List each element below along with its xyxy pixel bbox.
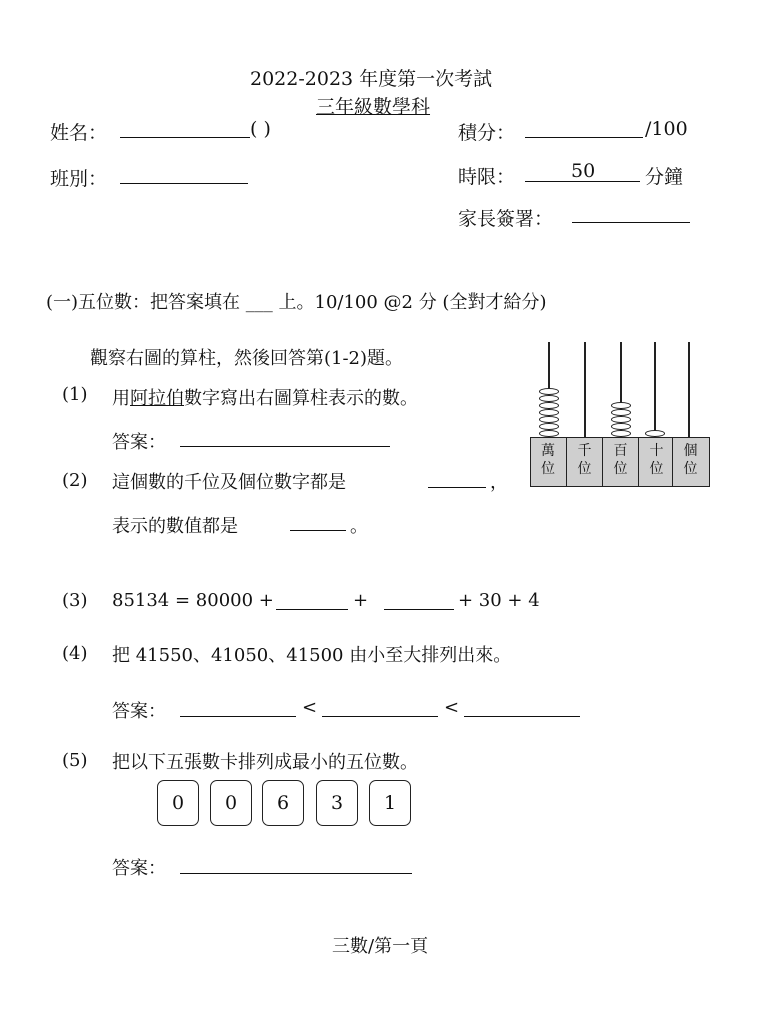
parent-signature-line[interactable] <box>572 222 690 223</box>
q2-number: (2) <box>62 470 88 491</box>
q4-less-than-1: < <box>302 697 318 718</box>
abacus-label-bottom: 位 <box>683 461 698 477</box>
abacus-bead <box>611 402 631 409</box>
class-line[interactable] <box>120 183 248 184</box>
abacus-label-bottom: 位 <box>613 461 628 477</box>
section-heading: (一)五位數：把答案填在 ___ 上。10/100 @2 分 (全對才給分) <box>46 292 547 313</box>
q4-number: (4) <box>62 643 88 664</box>
abacus-bead <box>539 430 559 437</box>
q4-blank-1[interactable] <box>180 716 296 717</box>
abacus-label-bottom: 位 <box>541 461 555 477</box>
exam-subject: 三年級數學科 <box>316 96 431 118</box>
q5-number: (5) <box>62 750 88 771</box>
abacus-rod-tens <box>654 342 656 438</box>
abacus-bead <box>645 430 665 437</box>
abacus-bead <box>539 409 559 416</box>
q2-line2-text: 表示的數值都是 <box>112 516 238 537</box>
q4-text: 把 41550、41050、41500 由小至大排列出來。 <box>112 645 512 666</box>
q1-number: (1) <box>62 384 88 405</box>
q3-blank-1[interactable] <box>276 609 348 610</box>
time-unit: 分鐘 <box>645 166 684 188</box>
abacus-bead <box>539 395 559 402</box>
name-label: 姓名： <box>50 122 108 144</box>
q4-blank-3[interactable] <box>464 716 580 717</box>
q1-text-pre: 用 <box>112 388 130 409</box>
abacus-label-top: 千 <box>577 443 592 459</box>
number-card-3: 6 <box>262 780 304 826</box>
parent-signature-label: 家長簽署： <box>458 208 554 230</box>
abacus-label-top: 萬 <box>541 443 555 459</box>
q3-equation-tail: + 30 + 4 <box>458 590 540 611</box>
abacus-bead <box>539 423 559 430</box>
abacus-label-bottom: 位 <box>577 461 592 477</box>
q4-less-than-2: < <box>444 697 460 718</box>
q3-blank-2[interactable] <box>384 609 454 610</box>
number-card-5: 1 <box>369 780 411 826</box>
abacus-bead <box>611 409 631 416</box>
abacus-rod-thousands <box>584 342 586 438</box>
number-card-1: 0 <box>157 780 199 826</box>
abacus-bead <box>611 416 631 423</box>
number-card-2: 0 <box>210 780 252 826</box>
q1-text-post: 數字寫出右圖算柱表示的數。 <box>184 388 418 409</box>
q1-text <box>112 384 418 410</box>
page-footer: 三數/第一頁 <box>332 936 429 957</box>
section-intro: 觀察右圖的算柱，然後回答第(1-2)題。 <box>90 348 404 369</box>
abacus-label-thousands <box>566 437 602 487</box>
abacus-label-top: 個 <box>683 443 698 459</box>
q4-answer-label: 答案： <box>112 701 166 722</box>
abacus-bead <box>539 388 559 395</box>
score-label: 積分： <box>458 122 516 144</box>
q3-number: (3) <box>62 590 88 611</box>
time-value: 50 <box>571 160 596 182</box>
abacus-bead <box>611 423 631 430</box>
number-card-4: 3 <box>316 780 358 826</box>
class-label: 班別： <box>50 168 108 190</box>
score-line[interactable] <box>525 137 643 138</box>
q2-blank-2[interactable] <box>290 530 346 531</box>
q1-answer-label: 答案： <box>112 432 166 453</box>
abacus-bead <box>611 430 631 437</box>
class-number-paren: ( ) <box>250 118 271 140</box>
abacus-bead <box>539 416 559 423</box>
q5-answer-line[interactable] <box>180 873 412 874</box>
abacus-label-bottom: 位 <box>649 461 664 477</box>
abacus-label-hundreds <box>602 437 638 487</box>
q2-blank-1[interactable] <box>428 487 486 488</box>
score-total: /100 <box>645 118 688 140</box>
q3-equation-lhs: 85134 = 80000 + <box>112 590 274 611</box>
q4-blank-2[interactable] <box>322 716 438 717</box>
q2-period: 。 <box>350 516 368 537</box>
q5-text: 把以下五張數卡排列成最小的五位數。 <box>112 752 418 773</box>
q1-answer-line[interactable] <box>180 446 390 447</box>
q2-comma: ， <box>490 472 508 493</box>
abacus-rod-ones <box>688 342 690 438</box>
q1-text-underlined: 阿拉伯 <box>130 388 184 409</box>
abacus-label-ten-thousands <box>530 437 566 487</box>
abacus-label-tens <box>638 437 674 487</box>
abacus-label-top: 十 <box>649 443 664 459</box>
q3-plus: + <box>353 590 369 611</box>
name-line[interactable] <box>120 137 250 138</box>
abacus-label-ones <box>672 437 708 487</box>
q2-text: 這個數的千位及個位數字都是 <box>112 472 346 493</box>
abacus-label-top: 百 <box>613 443 628 459</box>
exam-title: 2022-2023 年度第一次考試 <box>250 68 493 90</box>
abacus-bead <box>539 402 559 409</box>
time-label: 時限： <box>458 166 516 188</box>
q5-answer-label: 答案： <box>112 858 166 879</box>
